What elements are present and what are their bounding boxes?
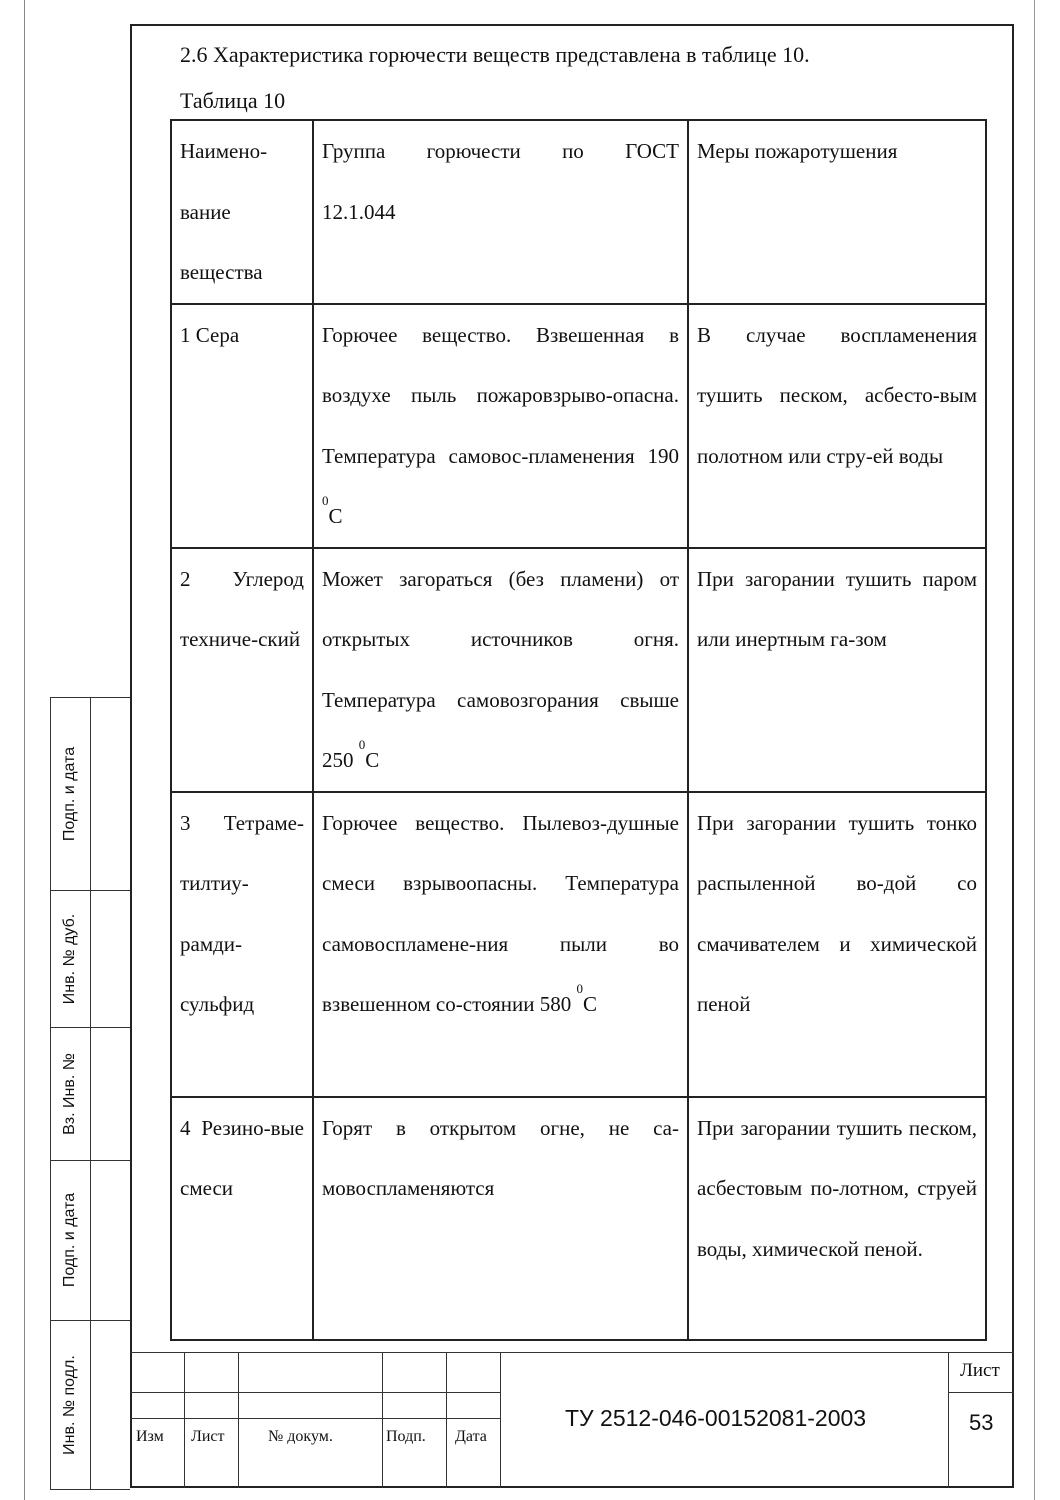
page-edge-right: [1034, 0, 1035, 1500]
row-measures: В случае воспламенения тушить песком, асбесто-вым полотном или стру-ей воды: [688, 304, 986, 548]
row-group: Может загораться (без пламени) от открытых источников огня. Температура самовозгорания свыше 250 $^0$C: [313, 548, 688, 792]
col-label-doc-no: № докум.: [268, 1428, 333, 1445]
row-measures: При загорании тушить песком, асбестовым по-лотном, струей воды, химической пеной.: [688, 1097, 986, 1340]
row-name: 1 Сера: [171, 304, 313, 548]
intro-text: 2.6 Характеристика горючести веществ представлена в таблице 10.: [180, 42, 810, 67]
row-measures: При загорании тушить паром или инертным га-зом: [688, 548, 986, 792]
col-label-date: Дата: [455, 1428, 487, 1445]
page-edge-left: [24, 0, 25, 1500]
header-group: Группа горючести по ГОСТ 12.1.044: [313, 120, 688, 304]
table-caption: Таблица 10: [180, 88, 286, 113]
row-group: Горючее вещество. Взвешенная в воздухе пыль пожаровзрыво-опасна. Температура самовос-пламенения 190 $^0$C: [313, 304, 688, 548]
header-measures: Меры пожаротушения: [688, 120, 986, 304]
combustibility-table: [170, 119, 987, 1341]
side-label-sign-date: Подп. и дата: [61, 746, 78, 841]
header-name: Наимено- вание вещества: [171, 120, 313, 304]
table-row: [171, 304, 986, 548]
table-row: [171, 1097, 986, 1340]
row-name: 2 Углерод техниче-ский: [171, 548, 313, 792]
side-label-orig-inv: Инв. № подл.: [61, 1354, 79, 1455]
sheet-number: 53: [969, 1410, 994, 1435]
sheet-label: Лист: [960, 1360, 1000, 1381]
table-row: [171, 792, 986, 1097]
row-name: 4 Резино-вые смеси: [171, 1097, 313, 1340]
table-header-row: [171, 120, 986, 304]
document-code: ТУ 2512-046-00152081-2003: [565, 1405, 867, 1431]
row-group: Горят в открытом огне, не са-мовоспламеняются: [313, 1097, 688, 1340]
col-label-izm: Изм: [136, 1428, 164, 1445]
col-label-sign: Подп.: [386, 1428, 426, 1445]
side-stamp: [50, 697, 130, 1489]
row-measures: При загорании тушить тонко распыленной во-дой со смачивателем и химической пеной: [688, 792, 986, 1097]
col-label-list: Лист: [191, 1428, 225, 1445]
side-label-sign-date-2: Подп. и дата: [61, 1192, 78, 1288]
side-label-dup-inv: Инв. № дуб.: [61, 913, 78, 1004]
row-name: 3 Тетраме-тилтиу-рамди-сульфид: [171, 792, 313, 1097]
row-group: Горючее вещество. Пылевоз-душные смеси взрывоопасны. Температура самовоспламене-ния пыли во взвешенном со-стоянии 580 $^0$C: [313, 792, 688, 1097]
side-label-inv-replace: Вз. Инв. №: [61, 1052, 79, 1135]
table-row: [171, 548, 986, 792]
